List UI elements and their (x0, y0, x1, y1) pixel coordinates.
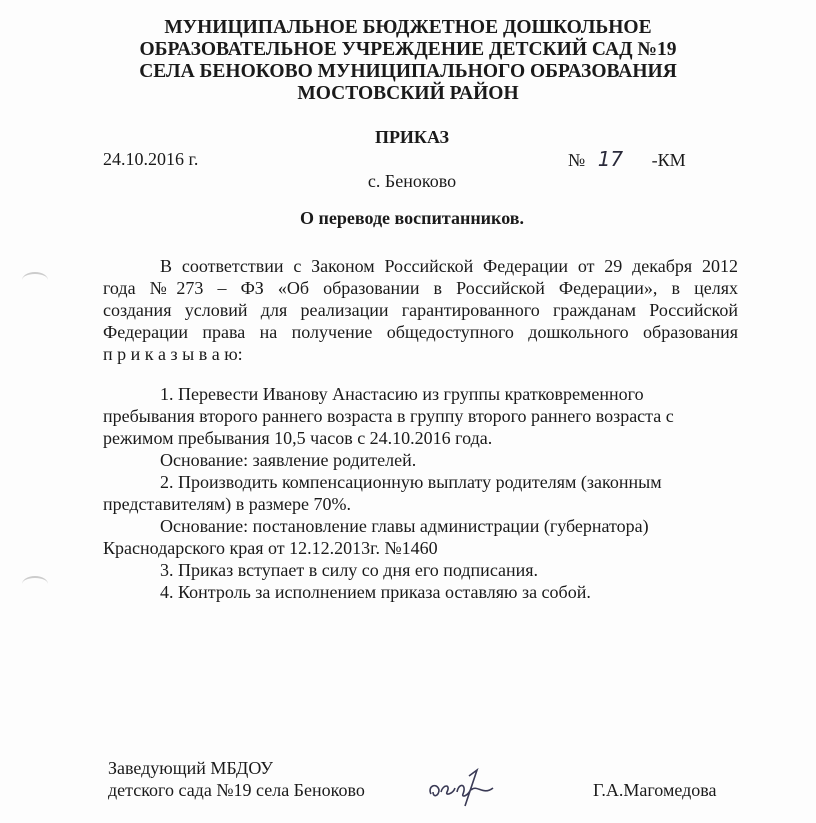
header-line: МУНИЦИПАЛЬНОЕ БЮДЖЕТНОЕ ДОШКОЛЬНОЕ (164, 17, 652, 38)
handwritten-signature (425, 762, 500, 812)
preamble-line: В соответствии с Законом Российской Федерации от 29 декабря 2012 (160, 256, 738, 276)
number-suffix: -КМ (651, 150, 686, 170)
item-line: 1. Перевести Иванову Анастасию из группы кратковременного (160, 384, 644, 404)
order-number (568, 148, 686, 171)
order-date: 24.10.2016 г. (103, 149, 199, 169)
punch-hole-mark (22, 272, 48, 288)
item-line: пребывания второго раннего возраста в группу второго раннего возраста с (103, 406, 674, 426)
item-line: режимом пребывания 10,5 часов с 24.10.2016 года. (103, 428, 493, 448)
preamble-line: года №273 – ФЗ «Об образовании в Российской Федерации», в целях (103, 278, 738, 298)
item-line: 3. Приказ вступает в силу со дня его подписания. (160, 560, 539, 580)
signatory-position: Заведующий МБДОУ (108, 758, 274, 778)
number-prefix: № (568, 150, 586, 170)
item-line: Краснодарского края от 12.12.2013г. №1460 (103, 538, 438, 558)
item-line: 4. Контроль за исполнением приказа оставляю за собой. (160, 582, 591, 602)
header-line: СЕЛА БЕНОКОВО МУНИЦИПАЛЬНОГО ОБРАЗОВАНИЯ (139, 61, 677, 82)
preamble-line: создания условий для реализации гарантированного гражданам Российской (103, 300, 738, 320)
item-line: Основание: постановление главы администрации (губернатора) (160, 516, 649, 536)
signatory-name: Г.А.Магомедова (593, 780, 717, 800)
punch-hole-mark (22, 576, 48, 592)
item-line: 2. Производить компенсационную выплату родителям (законным (160, 472, 662, 492)
signatory-position: детского сада №19 села Беноково (108, 780, 365, 800)
preamble-line: Федерации права на получение общедоступного дошкольного образования (103, 322, 738, 342)
item-line: Основание: заявление родителей. (160, 450, 417, 470)
preamble-line: п р и к а з ы в а ю: (103, 344, 243, 364)
header-line: ОБРАЗОВАТЕЛЬНОЕ УЧРЕЖДЕНИЕ ДЕТСКИЙ САД №19 (139, 39, 677, 60)
number-handwritten: 17 (597, 147, 624, 171)
order-subject: О переводе воспитанников. (300, 208, 524, 228)
item-line: представителям) в размере 70%. (103, 494, 351, 514)
order-title: ПРИКАЗ (374, 127, 450, 147)
order-place: с. Беноково (367, 171, 457, 191)
header-line: МОСТОВСКИЙ РАЙОН (297, 83, 519, 104)
